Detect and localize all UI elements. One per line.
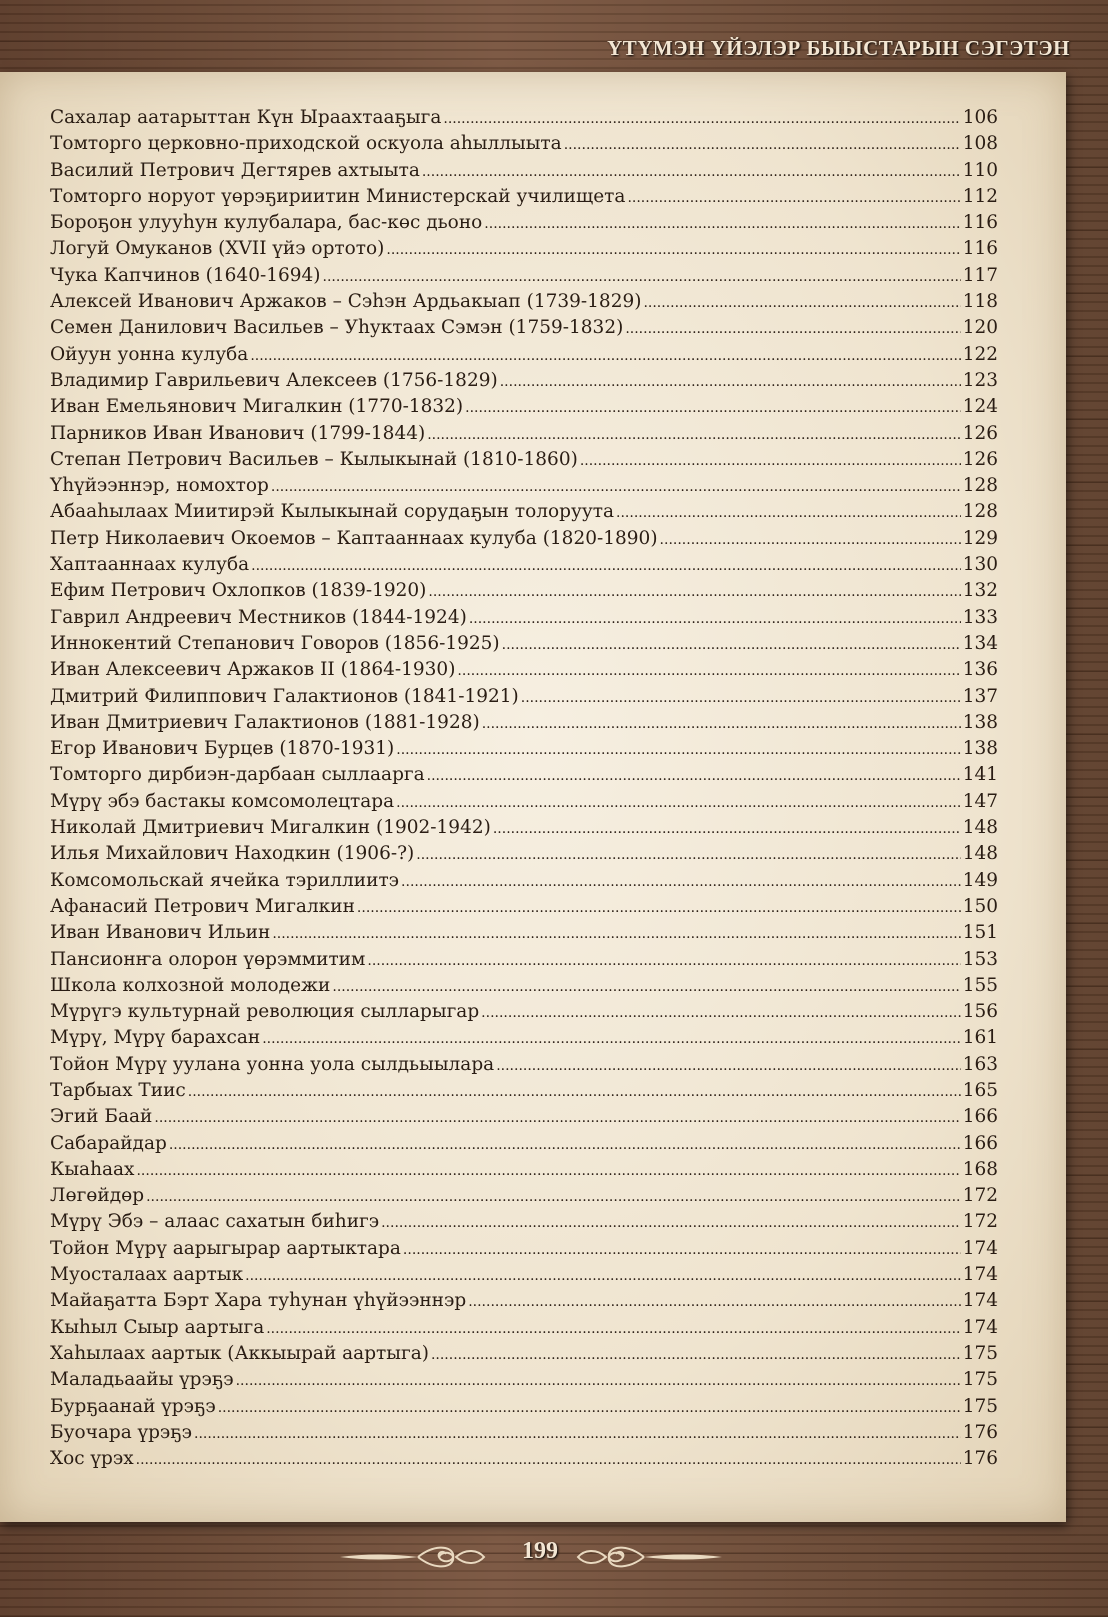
toc-entry-page: 117 xyxy=(962,264,998,286)
toc-entry-title: Лөгөйдөр xyxy=(50,1185,145,1207)
toc-entry-title: Хаптааннаах кулуба xyxy=(50,554,250,576)
toc-entry xyxy=(50,368,998,394)
toc-entry-title: Бороҕон улууһун кулубалара, бас-көс дьоно xyxy=(50,212,483,234)
toc-entry-page: 166 xyxy=(962,1132,998,1154)
toc-entry xyxy=(50,841,998,867)
toc-leader-dots xyxy=(482,711,961,737)
toc-entry-title: Петр Николаевич Окоемов – Каптааннаах кулуба (1820-1890) xyxy=(50,527,658,549)
toc-entry-title: Муосталаах аартык xyxy=(50,1264,244,1286)
toc-entry-title: Алексей Иванович Аржаков – Сэһэн Ардьакыап (1739-1829) xyxy=(50,291,642,313)
toc-entry-page: 128 xyxy=(962,475,998,497)
toc-entry-page: 129 xyxy=(962,527,998,549)
toc-entry-title: Школа колхозной молодежи xyxy=(50,974,331,996)
toc-entry xyxy=(50,158,998,184)
toc-entry-page: 122 xyxy=(962,343,998,365)
toc-leader-dots xyxy=(484,211,960,237)
toc-leader-dots xyxy=(323,264,961,290)
toc-entry-page: 124 xyxy=(962,396,998,418)
toc-leader-dots xyxy=(627,185,960,211)
toc-leader-dots xyxy=(396,737,960,763)
toc-entry xyxy=(50,1104,998,1130)
toc-entry xyxy=(50,815,998,841)
toc-leader-dots xyxy=(493,816,961,842)
toc-entry-page: 175 xyxy=(962,1342,998,1364)
page-footer xyxy=(0,1534,1066,1584)
toc-entry-page: 150 xyxy=(962,895,998,917)
toc-entry-title: Абааһылаах Миитирэй Кылыкынай сорудаҕын толоруута xyxy=(50,501,615,523)
toc-leader-dots xyxy=(154,1105,960,1131)
toc-entry xyxy=(50,1367,998,1393)
toc-entry-page: 168 xyxy=(962,1158,998,1180)
toc-entry xyxy=(50,1262,998,1288)
toc-leader-dots xyxy=(431,1342,961,1368)
toc-entry-page: 138 xyxy=(962,738,998,760)
toc-leader-dots xyxy=(427,422,960,448)
toc-entry xyxy=(50,1052,998,1078)
toc-leader-dots xyxy=(564,132,961,158)
toc-entry-title: Кыаһаах xyxy=(50,1158,135,1180)
toc-entry-page: 151 xyxy=(962,922,998,944)
toc-leader-dots xyxy=(403,1237,961,1263)
toc-leader-dots xyxy=(443,106,960,132)
toc-entry-page: 175 xyxy=(962,1369,998,1391)
toc-leader-dots xyxy=(272,921,960,947)
toc-leader-dots xyxy=(468,1289,961,1315)
toc-entry-page: 136 xyxy=(962,659,998,681)
toc-entry-page: 141 xyxy=(962,764,998,786)
toc-entry-page: 137 xyxy=(962,685,998,707)
toc-leader-dots xyxy=(422,159,961,185)
toc-leader-dots xyxy=(396,790,961,816)
toc-leader-dots xyxy=(251,553,961,579)
toc-entry-page: 148 xyxy=(962,843,998,865)
toc-entry-page: 176 xyxy=(962,1421,998,1443)
toc-leader-dots xyxy=(427,763,961,789)
toc-entry xyxy=(50,1341,998,1367)
toc-entry-page: 172 xyxy=(962,1185,998,1207)
toc-entry-page: 165 xyxy=(962,1079,998,1101)
toc-leader-dots xyxy=(194,1421,961,1447)
toc-entry-title: Кыһыл Сыыр аартыга xyxy=(50,1316,265,1338)
toc-leader-dots xyxy=(428,579,960,605)
toc-entry xyxy=(50,263,998,289)
toc-entry-page: 138 xyxy=(962,711,998,733)
toc-entry xyxy=(50,1131,998,1157)
toc-entry-page: 116 xyxy=(962,238,998,260)
toc-entry xyxy=(50,1394,998,1420)
toc-entry-title: Мүрү эбэ бастакы комсомолецтара xyxy=(50,790,395,812)
toc-entry xyxy=(50,947,998,973)
toc-entry xyxy=(50,973,998,999)
toc-entry-title: Маладьаайы үрэҕэ xyxy=(50,1369,234,1391)
toc-entry xyxy=(50,526,998,552)
toc-leader-dots xyxy=(401,869,961,895)
toc-entry-title: Иван Емельянович Мигалкин (1770-1832) xyxy=(50,396,464,418)
toc-entry-page: 147 xyxy=(962,790,998,812)
toc-leader-dots xyxy=(146,1184,961,1210)
toc-entry xyxy=(50,447,998,473)
toc-entry xyxy=(50,894,998,920)
toc-leader-dots xyxy=(136,1447,961,1473)
toc-entry-title: Гаврил Андреевич Местников (1844-1924) xyxy=(50,606,467,628)
toc-entry xyxy=(50,552,998,578)
toc-entry-title: Томторго норуот үөрэҕириитин Министерскай училищета xyxy=(50,185,626,207)
toc-entry xyxy=(50,999,998,1025)
toc-entry xyxy=(50,1446,998,1472)
toc-entry-page: 163 xyxy=(962,1053,998,1075)
toc-leader-dots xyxy=(169,1132,961,1158)
toc-entry xyxy=(50,657,998,683)
toc-entry xyxy=(50,236,998,262)
toc-entry-title: Чука Капчинов (1640-1694) xyxy=(50,264,321,286)
table-of-contents xyxy=(50,105,998,1472)
toc-leader-dots xyxy=(266,1316,960,1342)
toc-entry xyxy=(50,1288,998,1314)
toc-entry-title: Мүрүгэ культурнай революция сылларыгар xyxy=(50,1001,480,1023)
toc-leader-dots xyxy=(357,895,961,921)
toc-entry-title: Василий Петрович Дегтярев ахтыыта xyxy=(50,159,420,181)
toc-leader-dots xyxy=(465,395,961,421)
toc-entry xyxy=(50,1209,998,1235)
toc-leader-dots xyxy=(469,606,961,632)
toc-leader-dots xyxy=(381,1210,961,1236)
toc-leader-dots xyxy=(236,1368,961,1394)
toc-entry xyxy=(50,315,998,341)
toc-entry xyxy=(50,499,998,525)
toc-entry xyxy=(50,920,998,946)
toc-entry xyxy=(50,868,998,894)
toc-leader-dots xyxy=(386,237,960,263)
toc-leader-dots xyxy=(500,369,961,395)
toc-entry-title: Иннокентий Степанович Говоров (1856-1925) xyxy=(50,632,500,654)
toc-entry xyxy=(50,1183,998,1209)
toc-leader-dots xyxy=(245,1263,961,1289)
toc-entry-title: Пансионҥа олорон үөрэммитим xyxy=(50,948,366,970)
toc-leader-dots xyxy=(580,448,961,474)
toc-leader-dots xyxy=(457,658,960,684)
toc-entry-page: 174 xyxy=(962,1237,998,1259)
toc-entry-title: Сабарайдар xyxy=(50,1132,167,1154)
toc-entry-page: 166 xyxy=(962,1106,998,1128)
toc-entry xyxy=(50,1078,998,1104)
toc-entry xyxy=(50,394,998,420)
toc-entry-page: 133 xyxy=(962,606,998,628)
toc-entry-page: 123 xyxy=(962,369,998,391)
toc-entry-page: 148 xyxy=(962,817,998,839)
toc-entry-title: Тойон Мүрү аарыгырар аартыктара xyxy=(50,1237,401,1259)
toc-entry-title: Владимир Гаврильевич Алексеев (1756-1829) xyxy=(50,369,498,391)
toc-entry xyxy=(50,210,998,236)
toc-leader-dots xyxy=(136,1158,960,1184)
toc-entry-page: 108 xyxy=(962,133,998,155)
toc-entry xyxy=(50,710,998,736)
toc-entry xyxy=(50,684,998,710)
toc-entry-title: Иван Алексеевич Аржаков II (1864-1930) xyxy=(50,659,456,681)
toc-leader-dots xyxy=(250,343,960,369)
right-ornament-icon xyxy=(574,1542,724,1572)
toc-entry-title: Тарбыах Тиис xyxy=(50,1079,186,1101)
toc-entry-title: Егор Иванович Бурцев (1870-1931) xyxy=(50,738,395,760)
toc-entry-page: 106 xyxy=(962,107,998,128)
toc-entry xyxy=(50,1157,998,1183)
toc-entry-title: Хос үрэх xyxy=(50,1448,134,1470)
toc-entry-title: Ойуун уонна кулуба xyxy=(50,343,249,365)
toc-entry-title: Эгий Баай xyxy=(50,1106,153,1128)
toc-entry-title: Хаһылаах аартык (Аккыырай аартыга) xyxy=(50,1342,429,1364)
toc-entry-page: 132 xyxy=(962,580,998,602)
toc-leader-dots xyxy=(332,974,960,1000)
toc-entry xyxy=(50,131,998,157)
toc-leader-dots xyxy=(271,474,961,500)
toc-entry xyxy=(50,762,998,788)
running-header: ҮТҮМЭН ҮЙЭЛЭР БЫЫСТАРЫН СЭГЭТЭН xyxy=(607,36,1070,60)
toc-entry-page: 174 xyxy=(962,1290,998,1312)
toc-entry-title: Илья Михайлович Находкин (1906-?) xyxy=(50,843,415,865)
toc-leader-dots xyxy=(367,948,960,974)
toc-leader-dots xyxy=(616,500,961,526)
toc-leader-dots xyxy=(643,290,960,316)
toc-entry xyxy=(50,736,998,762)
toc-leader-dots xyxy=(521,685,961,711)
toc-leader-dots xyxy=(660,527,961,553)
toc-entry-title: Николай Дмитриевич Мигалкин (1902-1942) xyxy=(50,817,491,839)
toc-leader-dots xyxy=(625,316,960,342)
toc-entry-title: Комсомольскай ячейка тэриллиитэ xyxy=(50,869,400,891)
toc-entry-page: 149 xyxy=(962,869,998,891)
toc-leader-dots xyxy=(218,1395,961,1421)
toc-entry xyxy=(50,105,998,131)
toc-entry-title: Парников Иван Иванович (1799-1844) xyxy=(50,422,426,444)
toc-entry xyxy=(50,421,998,447)
toc-entry-title: Иван Иванович Ильин xyxy=(50,922,271,944)
toc-entry-title: Бурҕаанай үрэҕэ xyxy=(50,1395,216,1417)
toc-entry-title: Тойон Мүрү уулана уонна уола сылдьыылара xyxy=(50,1053,495,1075)
toc-entry xyxy=(50,1315,998,1341)
toc-entry-title: Сахалар аатарыттан Күн Ыраахтааҕыга xyxy=(50,107,442,128)
toc-entry-page: 156 xyxy=(962,1001,998,1023)
toc-entry-page: 118 xyxy=(962,291,998,313)
toc-entry-page: 130 xyxy=(962,554,998,576)
toc-leader-dots xyxy=(496,1053,960,1079)
toc-entry xyxy=(50,605,998,631)
toc-entry-page: 174 xyxy=(962,1264,998,1286)
toc-entry-title: Иван Дмитриевич Галактионов (1881-1928) xyxy=(50,711,480,733)
toc-entry xyxy=(50,631,998,657)
toc-entry xyxy=(50,289,998,315)
toc-entry-page: 110 xyxy=(962,159,998,181)
left-ornament-icon xyxy=(338,1542,488,1572)
toc-leader-dots xyxy=(188,1079,961,1105)
toc-entry-title: Степан Петрович Васильев – Кылыкынай (1810-1860) xyxy=(50,448,578,470)
toc-entry-page: 172 xyxy=(962,1211,998,1233)
toc-entry xyxy=(50,473,998,499)
toc-entry-title: Афанасий Петрович Мигалкин xyxy=(50,895,355,917)
page-number: 199 xyxy=(522,1538,558,1564)
toc-entry-title: Дмитрий Филиппович Галактионов (1841-1921) xyxy=(50,685,519,707)
toc-entry-title: Томторго церковно-приходской оскуола аһыллыыта xyxy=(50,133,562,155)
toc-leader-dots xyxy=(262,1026,960,1052)
toc-entry-page: 176 xyxy=(962,1448,998,1470)
toc-entry-page: 174 xyxy=(962,1316,998,1338)
toc-entry-page: 126 xyxy=(962,448,998,470)
toc-entry-title: Томторго дирбиэн-дарбаан сыллаарга xyxy=(50,764,425,786)
toc-leader-dots xyxy=(502,632,961,658)
toc-entry-page: 134 xyxy=(962,632,998,654)
toc-entry-page: 116 xyxy=(962,212,998,234)
toc-leader-dots xyxy=(481,1000,961,1026)
toc-entry-title: Мүрү, Мүрү барахсан xyxy=(50,1027,261,1049)
toc-entry-title: Ефим Петрович Охлопков (1839-1920) xyxy=(50,580,427,602)
toc-entry xyxy=(50,578,998,604)
toc-entry-page: 126 xyxy=(962,422,998,444)
toc-entry xyxy=(50,342,998,368)
toc-entry-title: Майаҕатта Бэрт Хара туһунан үһүйээннэр xyxy=(50,1290,467,1312)
toc-entry xyxy=(50,789,998,815)
toc-entry-title: Буочара үрэҕэ xyxy=(50,1421,193,1443)
toc-entry-title: Семен Данилович Васильев – Уһуктаах Сэмэн (1759-1832) xyxy=(50,317,624,339)
toc-entry-page: 155 xyxy=(962,974,998,996)
toc-leader-dots xyxy=(416,842,960,868)
toc-entry-page: 128 xyxy=(962,501,998,523)
toc-entry xyxy=(50,1420,998,1446)
toc-entry xyxy=(50,1236,998,1262)
toc-entry-page: 161 xyxy=(962,1027,998,1049)
toc-entry-page: 153 xyxy=(962,948,998,970)
toc-entry xyxy=(50,1025,998,1051)
toc-entry-page: 175 xyxy=(962,1395,998,1417)
toc-entry-page: 120 xyxy=(962,317,998,339)
toc-entry xyxy=(50,184,998,210)
toc-entry-title: Логуй Омуканов (XVII үйэ ортото) xyxy=(50,238,385,260)
toc-entry-title: Мүрү Эбэ – алаас сахатын биһигэ xyxy=(50,1211,380,1233)
toc-entry-page: 112 xyxy=(962,185,998,207)
toc-entry-title: Үһүйээннэр, номохтор xyxy=(50,475,269,497)
